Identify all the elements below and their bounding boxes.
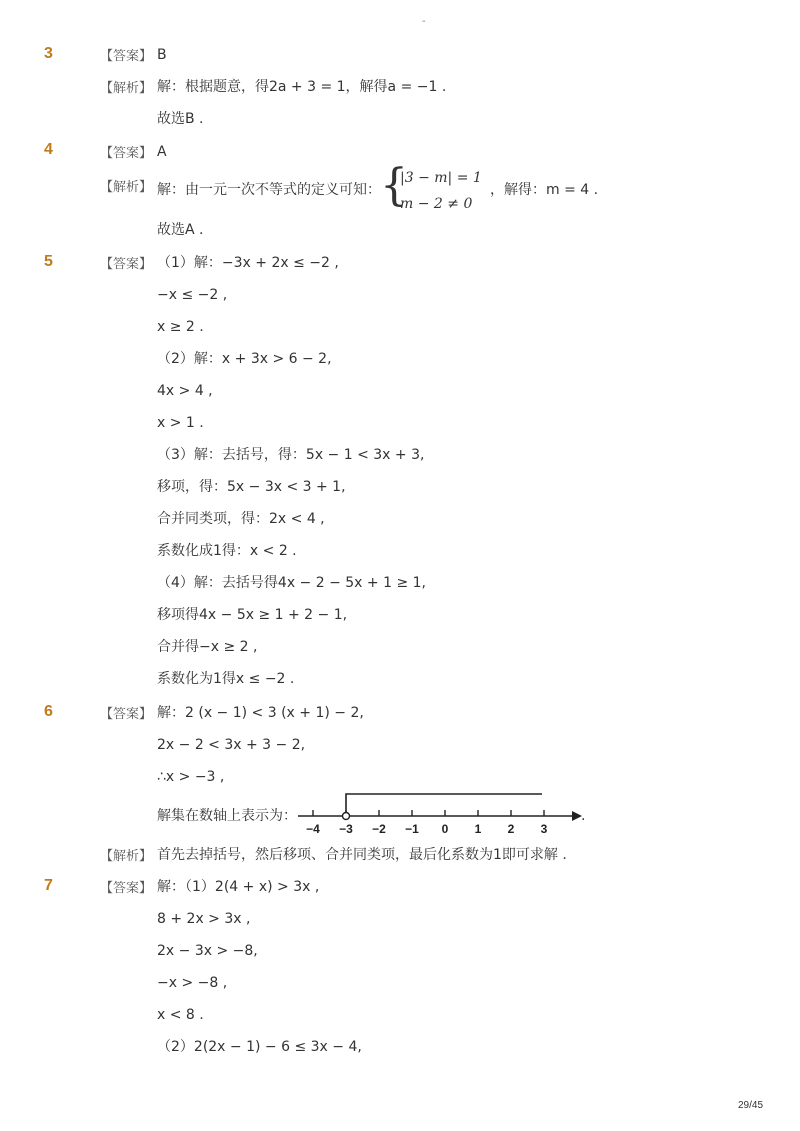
- q5-line: （4）解：去括号得4x − 2 − 5x + 1 ≥ 1,: [157, 575, 426, 591]
- solution-range-bracket: [346, 794, 542, 812]
- numberline-label: 解集在数轴上表示为：: [157, 808, 297, 824]
- number-line-tick-label: −3: [339, 822, 353, 836]
- q5-line: 合并得−x ≥ 2 ,: [157, 639, 258, 655]
- q7-line: 解：（1）2(4 + x) > 3x ,: [157, 879, 320, 895]
- answer-tag: 【答案】: [100, 881, 153, 896]
- q7-line: −x > −8 ,: [157, 975, 228, 991]
- analysis-tag: 【解析】: [100, 180, 153, 195]
- q5-line: −x ≤ −2 ,: [157, 287, 228, 303]
- q5-line: 4x > 4 ,: [157, 383, 213, 399]
- q5-line: （1）解：−3x + 2x ≤ −2 ,: [157, 255, 339, 271]
- number-line-tick-label: −1: [405, 822, 419, 836]
- q3-conclusion: 故选B .: [157, 111, 204, 127]
- q5-line: 移项得4x − 5x ≥ 1 + 2 − 1,: [157, 607, 348, 623]
- number-line: [296, 786, 596, 842]
- q4-answer: A: [157, 144, 167, 160]
- q6-line: 解：2 (x − 1) < 3 (x + 1) − 2,: [157, 705, 364, 721]
- number-line-tick-label: 0: [441, 822, 449, 836]
- number-line-tick-label: 2: [507, 822, 515, 836]
- page-number: 29/45: [738, 1100, 764, 1111]
- q5-line: 系数化成1得：x < 2 .: [157, 543, 297, 559]
- q7-line: 8 + 2x > 3x ,: [157, 911, 251, 927]
- q5-line: （3）解：去括号，得：5x − 1 < 3x + 3,: [157, 447, 425, 463]
- answer-tag: 【答案】: [100, 707, 153, 722]
- q4-analysis-post: ，解得：m = 4 .: [490, 182, 599, 198]
- q3-analysis: 解：根据题意，得2a + 3 = 1，解得a = −1 .: [157, 79, 447, 95]
- q7-line: x < 8 .: [157, 1007, 204, 1023]
- header-mark: -: [422, 16, 426, 27]
- q7-line: （2）2(2x − 1) − 6 ≤ 3x − 4,: [157, 1039, 362, 1055]
- system-brace: {: [380, 160, 408, 211]
- answer-tag: 【答案】: [100, 146, 153, 161]
- q5-line: 合并同类项，得：2x < 4 ,: [157, 511, 325, 527]
- q4-system-eq1: |3 − m| = 1: [400, 170, 482, 186]
- question-number-3: 3: [44, 45, 53, 62]
- q6-line: ∴x > −3 ,: [157, 769, 225, 785]
- q3-answer: B: [157, 47, 167, 63]
- q7-line: 2x − 3x > −8,: [157, 943, 258, 959]
- question-number-6: 6: [44, 703, 53, 720]
- question-number-4: 4: [44, 141, 53, 158]
- number-line-tick-label: −2: [372, 822, 386, 836]
- analysis-tag: 【解析】: [100, 849, 153, 864]
- q4-analysis-pre: 解：由一元一次不等式的定义可知：: [157, 182, 381, 198]
- number-line-tick-label: 1: [474, 822, 482, 836]
- q6-analysis: 首先去掉括号，然后移项、合并同类项，最后化系数为1即可求解 .: [157, 847, 567, 863]
- q6-line: 2x − 2 < 3x + 3 − 2,: [157, 737, 306, 753]
- q5-line: x > 1 .: [157, 415, 204, 431]
- q4-conclusion: 故选A .: [157, 222, 204, 238]
- open-endpoint-marker: [343, 813, 350, 820]
- answer-tag: 【答案】: [100, 49, 153, 64]
- q4-system-eq2: m − 2 ≠ 0: [400, 196, 473, 212]
- q5-line: 系数化为1得x ≤ −2 .: [157, 671, 295, 687]
- q5-line: x ≥ 2 .: [157, 319, 204, 335]
- numberline-period: .: [581, 808, 586, 824]
- q5-line: （2）解：x + 3x > 6 − 2,: [157, 351, 332, 367]
- analysis-tag: 【解析】: [100, 81, 153, 96]
- answer-tag: 【答案】: [100, 257, 153, 272]
- number-line-tick-label: 3: [540, 822, 548, 836]
- q5-line: 移项，得：5x − 3x < 3 + 1,: [157, 479, 346, 495]
- question-number-7: 7: [44, 877, 53, 894]
- question-number-5: 5: [44, 253, 53, 270]
- number-line-tick-label: −4: [306, 822, 320, 836]
